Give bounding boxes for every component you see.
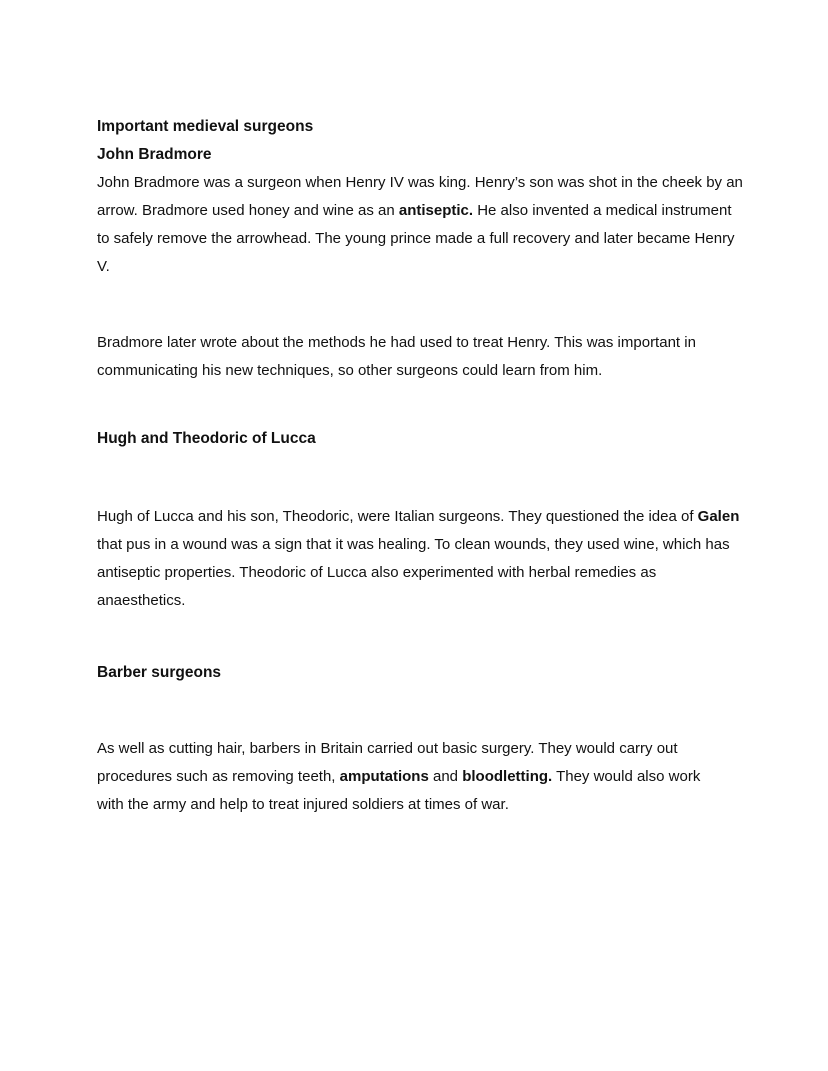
text-line [97, 763, 797, 791]
bold-term-galen: Galen [697, 508, 740, 525]
bold-term-bloodletting: bloodletting. [462, 768, 553, 785]
section-heading-john-bradmore: John Bradmore [97, 146, 212, 163]
bold-term-amputations: amputations [339, 768, 429, 785]
text-line [97, 197, 797, 225]
text-line: anaesthetics. [97, 592, 186, 609]
text-run: He also invented a medical instrument [473, 202, 732, 219]
section-heading-hugh-theodoric: Hugh and Theodoric of Lucca [97, 430, 316, 447]
bradmore-paragraph-2 [97, 329, 797, 385]
text-line [97, 503, 797, 531]
spacer [97, 281, 797, 329]
spacer [97, 615, 797, 659]
spacer [97, 385, 797, 425]
text-line: antiseptic properties. Theodoric of Lucca also experimented with herbal remedies as [97, 564, 657, 581]
spacer [97, 453, 797, 503]
document-title: Important medieval surgeons [97, 118, 314, 135]
spacer [97, 687, 797, 735]
text-line: John Bradmore was a surgeon when Henry IV was king. Henry’s son was shot in the cheek by an [97, 174, 743, 191]
section-heading-barber-surgeons: Barber surgeons [97, 664, 222, 681]
document-page [97, 113, 797, 819]
text-line: Bradmore later wrote about the methods he had used to treat Henry. This was important in [97, 334, 696, 351]
bold-term-antiseptic: antiseptic. [398, 202, 474, 219]
text-line: that pus in a wound was a sign that it was healing. To clean wounds, they used wine, which has [97, 536, 730, 553]
text-line: As well as cutting hair, barbers in Britain carried out basic surgery. They would carry out [97, 740, 678, 757]
text-line: to safely remove the arrowhead. The young prince made a full recovery and later became Henry [97, 230, 735, 247]
text-run: procedures such as removing teeth, [97, 768, 340, 785]
text-run: Hugh of Lucca and his son, Theodoric, were Italian surgeons. They questioned the idea of [97, 508, 698, 525]
barber-paragraph [97, 735, 797, 819]
text-line: communicating his new techniques, so other surgeons could learn from him. [97, 362, 603, 379]
text-line: with the army and help to treat injured soldiers at times of war. [97, 796, 509, 813]
text-line: V. [97, 258, 110, 275]
text-run: arrow. Bradmore used honey and wine as an [97, 202, 399, 219]
text-run: They would also work [552, 768, 701, 785]
bradmore-paragraph-1 [97, 169, 797, 281]
lucca-paragraph [97, 503, 797, 615]
text-run: and [428, 768, 463, 785]
